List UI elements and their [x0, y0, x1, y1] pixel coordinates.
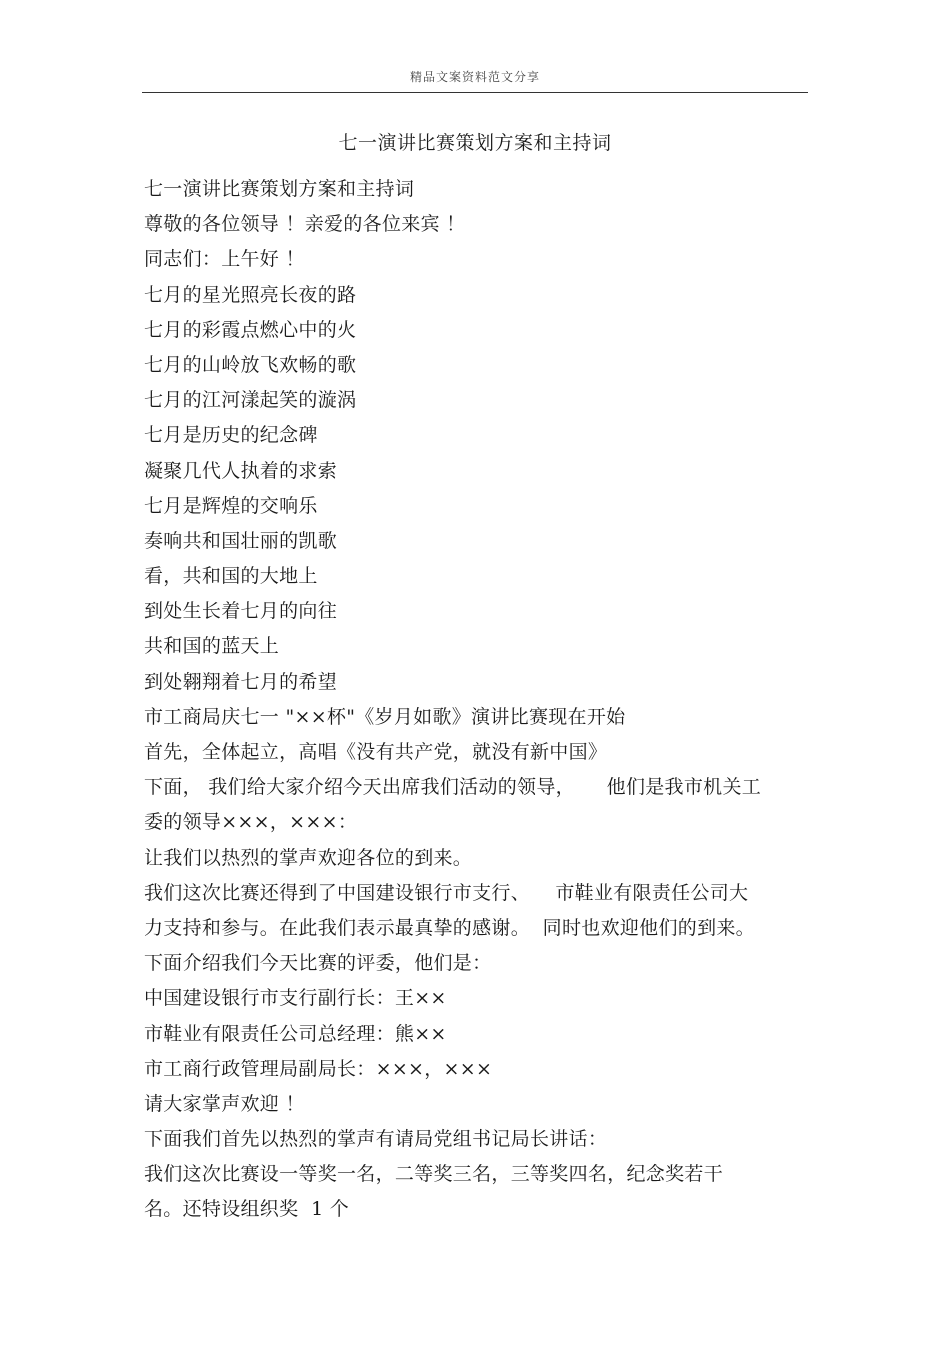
body-line: 尊敬的各位领导 ！亲爱的各位来宾 ！: [144, 213, 466, 236]
body-line: 七月的星光照亮长夜的路: [144, 283, 357, 306]
document-title: 七一演讲比赛策划方案和主持词: [338, 132, 612, 154]
body-line: 下面介绍我们今天比赛的评委，他们是：: [144, 952, 492, 975]
body-line: 七一演讲比赛策划方案和主持词: [144, 178, 415, 200]
body-line: 七月的江河漾起笑的漩涡: [144, 389, 357, 412]
body-line: 市工商行政管理局副局长：×××，×××: [144, 1057, 493, 1080]
body-line: 奏响共和国壮丽的凯歌: [144, 529, 338, 552]
body-line: 下面我们首先以热烈的掌声有请局党组书记局长讲话：: [144, 1128, 608, 1151]
body-line: 让我们以热烈的掌声欢迎各位的到来。: [144, 846, 473, 869]
body-line: 中国建设银行市支行副行长：王××: [144, 987, 447, 1010]
body-line: 我们这次比赛还得到了中国建设银行市支行、 市鞋业有限责任公司大: [144, 881, 749, 904]
body-line: 委的领导×××，×××：: [144, 811, 358, 834]
body-line: 同志们：上午好 ！: [144, 248, 305, 271]
body-line: 市工商局庆七一 "××杯"《岁月如歌》演讲比赛现在开始: [144, 705, 626, 728]
body-line: 请大家掌声欢迎 ！: [144, 1092, 305, 1115]
body-line: 市鞋业有限责任公司总经理：熊××: [144, 1022, 447, 1045]
document-body: [144, 172, 806, 1228]
body-line: 凝聚几代人执着的求索: [144, 459, 338, 482]
body-line: 我们这次比赛设一等奖一名，二等奖三名，三等奖四名，纪念奖若干: [144, 1163, 724, 1186]
body-line: 七月是历史的纪念碑: [144, 424, 318, 447]
body-line: 下面， 我们给大家介绍今天出席我们活动的领导， 他们是我市机关工: [144, 776, 762, 799]
body-line: 七月的山岭放飞欢畅的歌: [144, 353, 357, 376]
body-line: 名。还特设组织奖 1 个: [144, 1198, 350, 1221]
page-header: [142, 62, 808, 93]
header-text: 精品文案资料范文分享: [409, 70, 540, 84]
body-line: 七月是辉煌的交响乐: [144, 494, 318, 517]
body-line: 共和国的蓝天上: [144, 635, 280, 658]
body-line: 到处生长着七月的向往: [144, 600, 338, 623]
body-line: 力支持和参与。在此我们表示最真挚的感谢。 同时也欢迎他们的到来。: [144, 916, 755, 939]
body-line: 到处翱翔着七月的希望: [144, 670, 338, 693]
body-line: 七月的彩霞点燃心中的火: [144, 318, 357, 341]
body-line: 首先，全体起立，高唱《没有共产党，就没有新中国》: [144, 741, 608, 763]
body-line: 看，共和国的大地上: [144, 565, 318, 588]
